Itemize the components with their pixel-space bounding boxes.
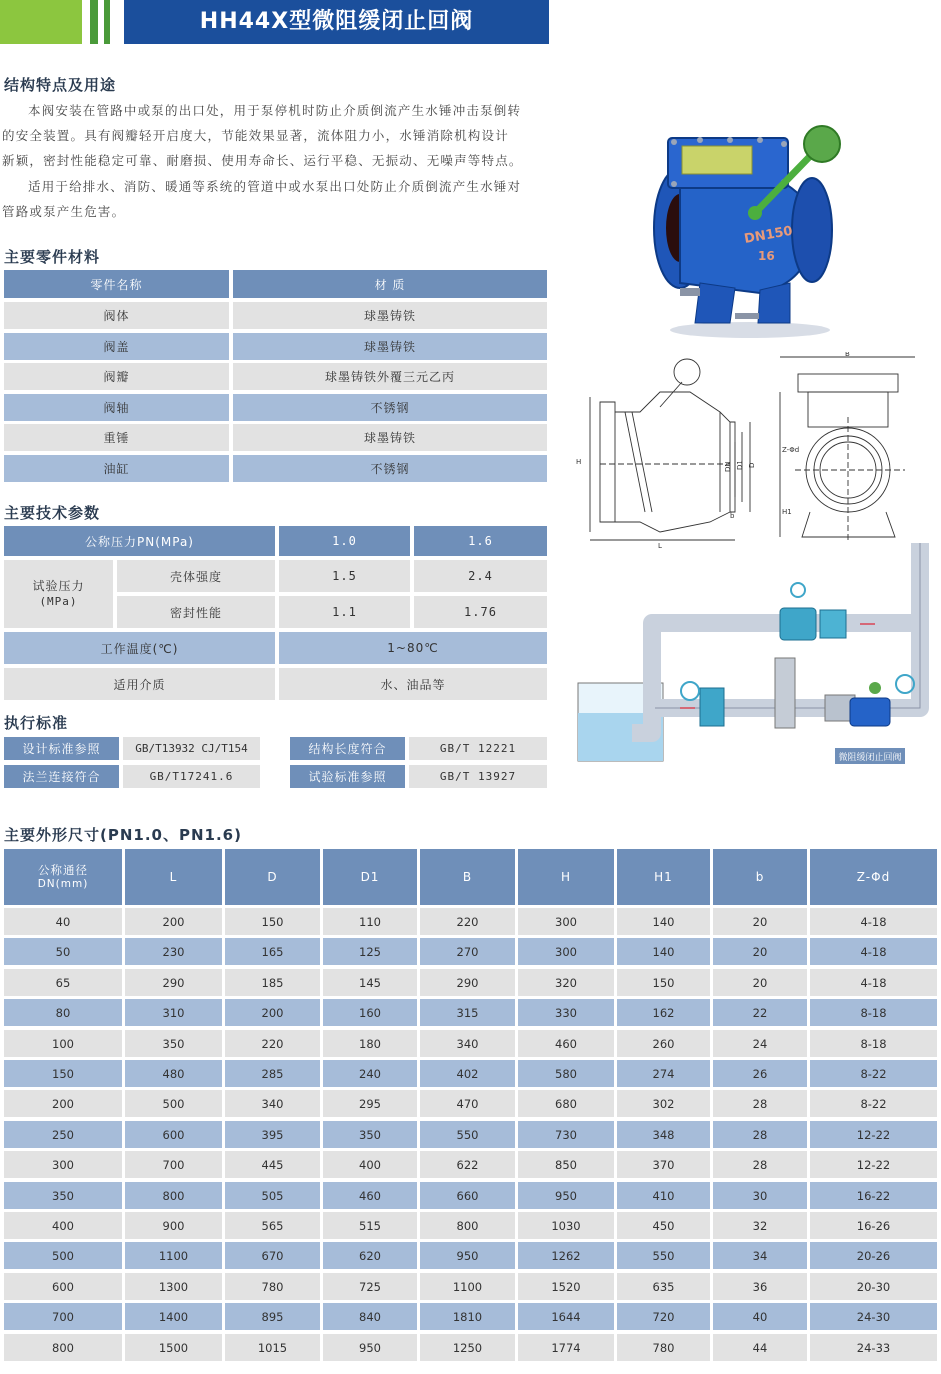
dimensions-cell: 550	[420, 1121, 515, 1148]
dimensions-cell: 900	[125, 1212, 222, 1239]
dimensions-cell: 780	[225, 1273, 320, 1300]
dimensions-header: H	[518, 849, 614, 905]
dimensions-cell: 160	[323, 999, 417, 1026]
dimensions-cell: 620	[323, 1242, 417, 1269]
dimensions-cell: 260	[617, 1030, 710, 1057]
dimensions-cell: 800	[125, 1182, 222, 1209]
dimensions-cell: 24-33	[810, 1334, 937, 1361]
dimensions-cell: 20-30	[810, 1273, 937, 1300]
dimensions-cell: 500	[125, 1090, 222, 1117]
materials-row-material: 不锈钢	[233, 455, 547, 482]
dimensions-cell: 850	[518, 1151, 614, 1178]
standard-flange-value: GB/T17241.6	[123, 765, 260, 788]
dimensions-cell-dn: 250	[4, 1121, 122, 1148]
dimensions-cell: 635	[617, 1273, 710, 1300]
materials-row-material: 不锈钢	[233, 394, 547, 421]
dimensions-cell: 200	[125, 908, 222, 935]
dimensions-cell: 20	[713, 969, 807, 996]
dimensions-header: D	[225, 849, 320, 905]
dimensions-cell: 565	[225, 1212, 320, 1239]
materials-row-part: 阀体	[4, 302, 229, 329]
dimensions-cell-dn: 40	[4, 908, 122, 935]
dimensions-cell: 8-22	[810, 1090, 937, 1117]
tech-test-pressure-unit: (MPa)	[39, 595, 78, 608]
page-title: HH44X型微阻缓闭止回阀	[124, 0, 549, 44]
dimensions-cell: 580	[518, 1060, 614, 1087]
dimensions-cell: 1520	[518, 1273, 614, 1300]
tech-temp-label: 工作温度(℃)	[4, 632, 275, 664]
dimensions-cell: 720	[617, 1303, 710, 1330]
dimensions-cell: 20	[713, 938, 807, 965]
materials-header-material: 材 质	[233, 270, 547, 298]
dimensions-cell: 24-30	[810, 1303, 937, 1330]
tech-medium-value: 水、油品等	[279, 668, 547, 700]
standard-design-value: GB/T13932 CJ/T154	[123, 737, 260, 760]
dimensions-cell-dn: 100	[4, 1030, 122, 1057]
dimensions-cell: 1500	[125, 1334, 222, 1361]
standard-test-value: GB/T 13927	[409, 765, 547, 788]
drawing-label-h1: H1	[782, 508, 792, 516]
dimensions-cell: 140	[617, 908, 710, 935]
materials-row-part: 阀瓣	[4, 363, 229, 390]
tech-test-pressure-label: 试验压力	[32, 579, 85, 593]
dimensions-cell: 230	[125, 938, 222, 965]
features-p2-line2: 管路或泵产生危害。	[2, 204, 126, 219]
features-p1-line2: 的安全装置。具有阀瓣轻开启度大，节能效果显著，流体阻力小，水锤消除机构设计	[2, 128, 509, 143]
dimensions-cell: 950	[420, 1242, 515, 1269]
dimensions-cell: 800	[420, 1212, 515, 1239]
dimensions-cell: 402	[420, 1060, 515, 1087]
dimensions-cell: 310	[125, 999, 222, 1026]
dimensions-header-dn-label: 公称通径	[38, 863, 88, 877]
dimensions-cell: 320	[518, 969, 614, 996]
dimensions-cell: 28	[713, 1090, 807, 1117]
dimensions-header: B	[420, 849, 515, 905]
tech-pn-2: 1.6	[414, 526, 547, 556]
dimensions-cell: 285	[225, 1060, 320, 1087]
dimensions-cell: 370	[617, 1151, 710, 1178]
dimensions-cell: 470	[420, 1090, 515, 1117]
dimensions-cell: 780	[617, 1334, 710, 1361]
dimensions-cell: 200	[225, 999, 320, 1026]
materials-row-part: 阀轴	[4, 394, 229, 421]
materials-row-material: 球墨铸铁	[233, 333, 547, 360]
dimensions-cell: 220	[225, 1030, 320, 1057]
dimensions-cell: 895	[225, 1303, 320, 1330]
dimensions-cell-dn: 65	[4, 969, 122, 996]
dimensions-cell: 300	[518, 908, 614, 935]
dimensions-header: b	[713, 849, 807, 905]
dimensions-header-dn	[4, 849, 122, 905]
dimensions-cell: 24	[713, 1030, 807, 1057]
dimensions-cell: 150	[617, 969, 710, 996]
install-caption: 微阻缓闭止回阀	[838, 753, 902, 763]
dimensions-cell-dn: 200	[4, 1090, 122, 1117]
dimensions-header: L	[125, 849, 222, 905]
dimensions-cell: 505	[225, 1182, 320, 1209]
dimensions-cell: 28	[713, 1151, 807, 1178]
dimensions-cell: 12-22	[810, 1121, 937, 1148]
dimensions-cell: 140	[617, 938, 710, 965]
dimensions-cell: 40	[713, 1303, 807, 1330]
dimensions-cell: 670	[225, 1242, 320, 1269]
dimensions-cell: 1774	[518, 1334, 614, 1361]
dimensions-cell-dn: 80	[4, 999, 122, 1026]
dimensions-cell: 410	[617, 1182, 710, 1209]
dimensions-cell: 20-26	[810, 1242, 937, 1269]
dimensions-cell: 1015	[225, 1334, 320, 1361]
materials-header-part: 零件名称	[4, 270, 229, 298]
dimensions-cell: 185	[225, 969, 320, 996]
dimensions-cell-dn: 700	[4, 1303, 122, 1330]
tech-shell-label: 壳体强度	[117, 560, 275, 592]
features-p1-line1: 本阀安装在管路中或泵的出口处，用于泵停机时防止介质倒流产生水锤冲击泵倒转	[28, 103, 522, 118]
product-photo	[640, 118, 850, 340]
materials-row-part: 阀盖	[4, 333, 229, 360]
materials-row-material: 球墨铸铁	[233, 302, 547, 329]
tech-seal-label: 密封性能	[117, 596, 275, 628]
dimensions-cell: 32	[713, 1212, 807, 1239]
dimensions-cell-dn: 800	[4, 1334, 122, 1361]
dimensions-cell: 350	[323, 1121, 417, 1148]
dimensions-header: H1	[617, 849, 710, 905]
standard-test-label: 试验标准参照	[290, 765, 405, 788]
materials-row-material: 球墨铸铁	[233, 424, 547, 451]
drawing-label-dn: DN	[724, 461, 732, 472]
tech-temp-value: 1~80℃	[279, 632, 547, 664]
drawing-label-l: L	[658, 542, 662, 550]
dimensions-cell: 450	[617, 1212, 710, 1239]
dimensions-cell: 725	[323, 1273, 417, 1300]
dimensions-cell: 348	[617, 1121, 710, 1148]
photo-marking-dn: DN150	[743, 223, 794, 247]
tech-shell-1: 1.5	[279, 560, 410, 592]
dimensions-cell-dn: 500	[4, 1242, 122, 1269]
features-p2-line1: 适用于给排水、消防、暖通等系统的管道中或水泵出口处防止介质倒流产生水锤对	[28, 179, 522, 194]
dimensions-cell: 20	[713, 908, 807, 935]
dimensions-cell: 460	[518, 1030, 614, 1057]
dimensions-cell: 180	[323, 1030, 417, 1057]
dimensions-cell: 270	[420, 938, 515, 965]
tech-medium-label: 适用介质	[4, 668, 275, 700]
dimensions-cell: 480	[125, 1060, 222, 1087]
dimensions-cell: 302	[617, 1090, 710, 1117]
features-p1-line3: 新颖，密封性能稳定可靠、耐磨损、使用寿命长、运行平稳、无振动、无噪声等特点。	[2, 153, 523, 168]
drawing-label-z: Z-Φd	[782, 446, 800, 454]
dimensions-cell: 950	[518, 1182, 614, 1209]
dimensions-cell: 220	[420, 908, 515, 935]
dimensions-cell: 330	[518, 999, 614, 1026]
materials-title: 主要零件材料	[4, 248, 101, 266]
dimensions-cell: 4-18	[810, 908, 937, 935]
dimensions-cell: 315	[420, 999, 515, 1026]
dimensions-cell: 150	[225, 908, 320, 935]
dimensions-cell: 700	[125, 1151, 222, 1178]
dimensions-cell: 550	[617, 1242, 710, 1269]
installation-diagram	[570, 538, 940, 768]
tech-pn-1: 1.0	[279, 526, 410, 556]
tech-seal-2: 1.76	[414, 596, 547, 628]
dimensions-cell: 4-18	[810, 938, 937, 965]
dimensions-cell: 295	[323, 1090, 417, 1117]
drawing-label-b: B	[845, 352, 850, 358]
dimensions-cell: 300	[518, 938, 614, 965]
features-title: 结构特点及用途	[4, 76, 117, 94]
dimensions-cell: 660	[420, 1182, 515, 1209]
standard-length-value: GB/T 12221	[409, 737, 547, 760]
dimensions-cell: 1100	[420, 1273, 515, 1300]
dimensions-cell: 460	[323, 1182, 417, 1209]
header-green-bar	[0, 0, 82, 44]
dimensions-cell: 445	[225, 1151, 320, 1178]
dimensions-cell-dn: 600	[4, 1273, 122, 1300]
dimensions-cell: 350	[125, 1030, 222, 1057]
dimensions-cell: 22	[713, 999, 807, 1026]
standard-design-label: 设计标准参照	[4, 737, 119, 760]
tech-title: 主要技术参数	[4, 504, 101, 522]
dimensions-cell: 1810	[420, 1303, 515, 1330]
drawing-label-h: H	[576, 458, 582, 466]
dimensions-cell: 290	[125, 969, 222, 996]
dimensions-cell: 340	[225, 1090, 320, 1117]
dimensions-cell: 730	[518, 1121, 614, 1148]
dimensions-cell: 162	[617, 999, 710, 1026]
dimensions-header: D1	[323, 849, 417, 905]
drawing-label-d: D	[748, 462, 756, 468]
dimensions-cell: 165	[225, 938, 320, 965]
dimensions-cell: 840	[323, 1303, 417, 1330]
dimensions-cell: 1400	[125, 1303, 222, 1330]
dimensions-cell: 36	[713, 1273, 807, 1300]
dimensions-cell-dn: 350	[4, 1182, 122, 1209]
dimensions-cell: 622	[420, 1151, 515, 1178]
standard-length-label: 结构长度符合	[290, 737, 405, 760]
header-green-stripe-2	[104, 0, 110, 44]
tech-shell-2: 2.4	[414, 560, 547, 592]
dimensions-cell: 395	[225, 1121, 320, 1148]
dimensions-cell: 274	[617, 1060, 710, 1087]
dimensions-cell: 12-22	[810, 1151, 937, 1178]
materials-row-material: 球墨铸铁外覆三元乙丙	[233, 363, 547, 390]
dimensions-cell: 290	[420, 969, 515, 996]
dimensions-cell: 145	[323, 969, 417, 996]
dimensions-cell-dn: 50	[4, 938, 122, 965]
tech-test-pressure	[4, 560, 113, 628]
dimensions-header-dn-unit: DN(mm)	[37, 878, 89, 890]
standards-title: 执行标准	[4, 714, 69, 732]
dimensions-cell: 28	[713, 1121, 807, 1148]
dimensions-cell: 110	[323, 908, 417, 935]
dimensions-cell: 950	[323, 1334, 417, 1361]
materials-row-part: 重锤	[4, 424, 229, 451]
dimensions-cell: 16-26	[810, 1212, 937, 1239]
dimensions-cell: 44	[713, 1334, 807, 1361]
dimensions-cell: 1250	[420, 1334, 515, 1361]
technical-drawing	[570, 352, 940, 552]
photo-marking-pn: 16	[758, 249, 775, 263]
dimensions-cell-dn: 150	[4, 1060, 122, 1087]
dimensions-cell: 1100	[125, 1242, 222, 1269]
dimensions-cell: 8-18	[810, 1030, 937, 1057]
dimensions-cell: 515	[323, 1212, 417, 1239]
dimensions-cell: 26	[713, 1060, 807, 1087]
dimensions-cell: 8-18	[810, 999, 937, 1026]
standard-flange-label: 法兰连接符合	[4, 765, 119, 788]
dimensions-cell: 4-18	[810, 969, 937, 996]
dimensions-header: Z-Φd	[810, 849, 937, 905]
dimensions-cell: 1262	[518, 1242, 614, 1269]
dimensions-cell: 340	[420, 1030, 515, 1057]
dimensions-cell: 400	[323, 1151, 417, 1178]
drawing-label-d1: D1	[736, 460, 744, 470]
dimensions-cell-dn: 300	[4, 1151, 122, 1178]
header-green-stripe	[90, 0, 98, 44]
dimensions-cell: 30	[713, 1182, 807, 1209]
dimensions-title: 主要外形尺寸(PN1.0、PN1.6)	[4, 826, 242, 844]
dimensions-cell: 1030	[518, 1212, 614, 1239]
dimensions-cell: 34	[713, 1242, 807, 1269]
tech-seal-1: 1.1	[279, 596, 410, 628]
dimensions-cell: 600	[125, 1121, 222, 1148]
dimensions-cell: 240	[323, 1060, 417, 1087]
dimensions-cell-dn: 400	[4, 1212, 122, 1239]
drawing-label-b-small: b	[730, 512, 735, 520]
tech-pn-label: 公称压力PN(MPa)	[4, 526, 275, 556]
dimensions-cell: 680	[518, 1090, 614, 1117]
dimensions-cell: 8-22	[810, 1060, 937, 1087]
dimensions-cell: 1644	[518, 1303, 614, 1330]
materials-row-part: 油缸	[4, 455, 229, 482]
dimensions-cell: 16-22	[810, 1182, 937, 1209]
dimensions-cell: 125	[323, 938, 417, 965]
dimensions-cell: 1300	[125, 1273, 222, 1300]
